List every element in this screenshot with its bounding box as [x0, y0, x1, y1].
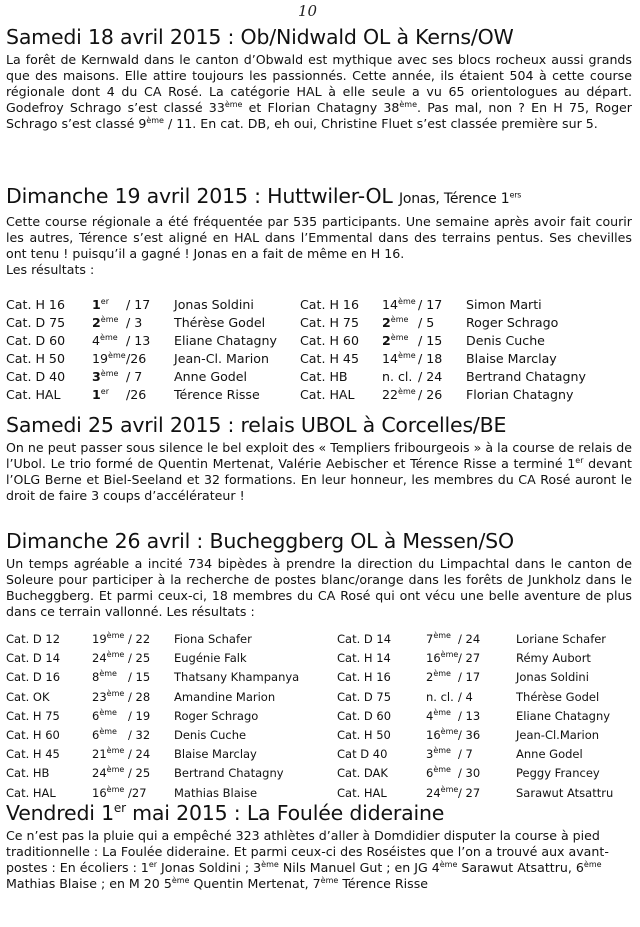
rank-value: 16 [92, 785, 107, 800]
result-category: Cat. H 50 [337, 727, 391, 742]
result-total: / 28 [128, 689, 151, 704]
rank-suffix: ème [440, 784, 459, 794]
title-part: Vendredi 1 [6, 801, 114, 825]
result-category: Cat. H 16 [337, 670, 391, 685]
result-total: / 7 [126, 369, 143, 384]
result-category: Cat. D 60 [6, 333, 66, 348]
rank-suffix: ème [398, 296, 416, 306]
result-category: Cat. HAL [300, 387, 355, 402]
result-rank [92, 350, 126, 368]
result-total: /26 [126, 387, 147, 402]
rank-value: 23 [92, 689, 107, 704]
result-total: / 18 [418, 351, 443, 366]
result-total: / 25 [128, 766, 151, 781]
text-run: On ne peut passer sous silence le bel exploit des « Templiers fribourgeois » à la course de relais de l’Ubol. Le trio formé de Quentin Mertenat, Valérie Aebischer et Térence Risse a terminé 1 [6, 440, 632, 471]
rank-suffix: ème [99, 669, 117, 679]
section-body [6, 214, 632, 262]
superscript: ème [320, 875, 339, 885]
result-category: Cat. D 16 [6, 670, 61, 685]
rank-value: 4 [92, 333, 101, 348]
result-total: / 7 [458, 747, 473, 762]
result-name: Anne Godel [516, 747, 583, 762]
superscript: er [575, 455, 584, 465]
result-row [6, 314, 626, 332]
rank-suffix: ème [99, 707, 117, 717]
result-row [6, 630, 626, 649]
result-rank [92, 745, 124, 764]
result-category: Cat. HB [300, 369, 348, 384]
rank-suffix: ème [106, 746, 125, 756]
text-run: Ce n’est pas la pluie qui a empêché 323 athlètes d’aller à Domdidier disputer la course à pied traditionnelle : La Foulée dideraine. Et parmi ceux-ci des Roséistes que l’on a trouvé aux avant-postes : En écoliers : 1 [6, 828, 609, 875]
rank-value: 4 [426, 708, 434, 723]
result-row [6, 386, 626, 404]
result-category: Cat. HAL [6, 785, 56, 800]
result-category: Cat. H 60 [300, 333, 359, 348]
result-name: Florian Chatagny [466, 387, 574, 402]
result-total: / 3 [126, 315, 143, 330]
results-label: Les résultats : [6, 262, 95, 277]
result-name: Bertrand Chatagny [466, 369, 586, 384]
result-rank [426, 745, 451, 764]
result-row [6, 764, 626, 783]
result-rank [382, 332, 408, 350]
text-run: Quentin Mertenat, 7 [189, 876, 321, 891]
result-name: Jonas Soldini [174, 297, 254, 312]
section-bucheggberg [6, 528, 632, 620]
rank-suffix: ème [106, 688, 125, 698]
result-rank [92, 368, 118, 386]
result-name: Blaise Marclay [174, 747, 257, 762]
text-run: Térence Risse [338, 876, 429, 891]
result-name: Blaise Marclay [466, 351, 557, 366]
result-category: Cat. D 75 [337, 689, 392, 704]
result-name: Roger Schrago [174, 708, 259, 723]
result-row [6, 649, 626, 668]
section-title [6, 800, 632, 826]
rank-value: 24 [92, 766, 107, 781]
rank-suffix: ème [100, 368, 119, 378]
result-rank [92, 630, 124, 649]
text-run: Un temps agréable a incité 734 bipèdes à prendre la direction du Limpachtal dans le canton de Soleure pour participer à la recherche de postes blanc/orange dans les forêts de Junkholz dans le Bucheggberg. Et parmi ceux-ci, 18 membres du CA Rosé qui ont vécu une belle aventure de plus dans ce terrain vallonné. Les résultats : [6, 556, 632, 619]
result-rank [426, 764, 451, 783]
result-row [6, 350, 626, 368]
rank-suffix: ème [108, 350, 126, 360]
rank-suffix: ème [99, 727, 117, 737]
result-total: / 15 [128, 670, 151, 685]
rank-value: 3 [92, 369, 101, 384]
superscript: ème [399, 99, 418, 109]
result-category: Cat. D 14 [6, 651, 61, 666]
rank-suffix: ème [433, 669, 451, 679]
text-run: La forêt de Kernwald dans le canton d’Obwald est mythique avec ses blocs rocheux aussi grands que des maisons. Elle attire toujours les passionnés. Cette année, ils étaient 504 à cette course régionale dont 4 du CA Rosé. La catégorie HAL à elle seule a vu 65 orientologues au départ. Godefroy Schrago s’est classé 33 [6, 52, 632, 115]
result-total: / 17 [458, 670, 481, 685]
result-rank [92, 688, 124, 707]
result-row [6, 668, 626, 687]
superscript: ème [261, 859, 279, 869]
result-name: Amandine Marion [174, 689, 276, 704]
superscript: er [148, 859, 158, 869]
result-category: Cat. H 50 [6, 351, 65, 366]
result-row [6, 296, 626, 314]
rank-value: 14 [382, 297, 399, 312]
section-kerns [6, 24, 632, 132]
result-name: Thérèse Godel [516, 689, 600, 704]
superscript: ème [146, 115, 164, 125]
rank-value: 2 [382, 315, 391, 330]
result-rank [92, 668, 117, 687]
result-name: Loriane Schafer [516, 632, 607, 646]
result-name: Fiona Schafer [174, 632, 252, 646]
result-name: Jean-Cl.Marion [516, 727, 600, 742]
result-total: /27 [128, 785, 147, 800]
result-rank [426, 668, 451, 687]
rank-suffix: ème [106, 631, 125, 641]
result-category: Cat. H 45 [300, 351, 359, 366]
result-rank [92, 726, 117, 745]
result-rank [92, 332, 118, 350]
result-name: Eugénie Falk [174, 651, 247, 666]
superscript: ème [224, 99, 243, 109]
result-category: Cat. H 75 [6, 708, 60, 723]
result-name: Thérèse Godel [174, 315, 266, 330]
result-rank [382, 296, 416, 314]
result-category: Cat. OK [6, 689, 50, 704]
result-category: Cat. D 75 [6, 315, 66, 330]
rank-suffix: ème [398, 350, 416, 360]
result-rank [92, 296, 109, 314]
rank-suffix: ème [100, 314, 119, 324]
section-title-text: Dimanche 19 avril 2015 : Huttwiler-OL [6, 184, 393, 208]
result-name: Anne Godel [174, 369, 248, 384]
superscript: ème [583, 859, 602, 869]
text-run: Nils Manuel Gut ; en JG 4 [278, 860, 440, 875]
text-run: et Florian Chatagny 38 [242, 100, 400, 115]
title-note [399, 191, 521, 207]
result-category: Cat. HAL [6, 387, 61, 402]
result-rank [92, 707, 117, 726]
rank-value: 24 [426, 785, 441, 800]
page-number: 10 [298, 2, 318, 20]
rank-value: 1 [92, 387, 101, 402]
rank-suffix: ème [440, 727, 459, 737]
result-total: / 24 [128, 747, 151, 762]
result-total: / 19 [128, 708, 151, 723]
result-category: Cat. H 75 [300, 315, 359, 330]
rank-suffix: ème [106, 765, 125, 775]
result-name: Thatsany Khampanya [174, 670, 300, 685]
result-row [6, 707, 626, 726]
rank-value: 19 [92, 632, 107, 646]
section-title: Samedi 18 avril 2015 : Ob/Nidwald OL à Kerns/OW [6, 25, 514, 49]
result-rank [382, 386, 416, 404]
result-name: Denis Cuche [466, 333, 545, 348]
text-run: Sarawut Atsattru, 6 [457, 860, 584, 875]
result-total: / 26 [418, 387, 443, 402]
text-run: devant l’OLG Berne et Biel-Seeland et 32 formations. En leur honneur, les membres du CA Rosé auront le droit de faire 3 coups d’accélérateur ! [6, 456, 632, 503]
rank-value: 16 [426, 651, 441, 666]
rank-suffix: er [100, 296, 109, 306]
result-name: Roger Schrago [466, 315, 559, 330]
rank-value: 6 [426, 766, 434, 781]
rank-value: 2 [426, 670, 434, 685]
result-name: Jean-Cl. Marion [174, 351, 269, 366]
result-category: Cat. H 60 [6, 727, 60, 742]
result-total: / 32 [128, 727, 151, 742]
result-rank [426, 707, 451, 726]
result-total: / 36 [458, 727, 481, 742]
rank-value: 2 [382, 333, 391, 348]
result-rank [426, 630, 451, 649]
text-run: Jonas Soldini ; 3 [157, 860, 262, 875]
rank-suffix: ème [440, 650, 459, 660]
section-body [6, 440, 632, 504]
result-category: Cat. H 16 [300, 297, 359, 312]
rank-value: 24 [92, 651, 107, 666]
section-body [6, 52, 632, 132]
result-total: / 4 [458, 689, 473, 704]
rank-value: 3 [426, 747, 434, 762]
rank-value: 16 [426, 727, 441, 742]
superscript: ème [171, 875, 190, 885]
result-name: Simon Marti [466, 297, 542, 312]
rank-suffix: er [100, 386, 109, 396]
result-name: Bertrand Chatagny [174, 766, 284, 781]
section-huttwiler [6, 183, 632, 278]
section-title [6, 183, 632, 212]
result-category: Cat. H 14 [337, 651, 391, 666]
title-note-text: Jonas, Térence 1 [398, 191, 510, 207]
result-name: Rémy Aubort [516, 651, 591, 666]
result-total: / 22 [128, 632, 151, 646]
rank-suffix: ème [390, 314, 409, 324]
title-note-sup: ers [509, 190, 522, 200]
result-name: Mathias Blaise [174, 785, 258, 800]
text-run: Mathias Blaise ; en M 20 5 [6, 876, 172, 891]
result-total: / 17 [126, 297, 151, 312]
result-total: / 15 [418, 333, 443, 348]
rank-value: 6 [92, 727, 100, 742]
rank-suffix: ème [398, 386, 416, 396]
superscript: ème [439, 859, 458, 869]
result-row [6, 745, 626, 764]
result-rank [426, 649, 458, 668]
result-rank [382, 314, 408, 332]
results-table-huttwiler [6, 296, 626, 404]
rank-value: 1 [92, 297, 101, 312]
result-total: / 13 [126, 333, 151, 348]
result-category: Cat. H 16 [6, 297, 65, 312]
result-rank [382, 368, 412, 386]
result-rank [426, 688, 454, 707]
section-body [6, 828, 632, 892]
result-rank [382, 350, 416, 368]
rank-value: 7 [426, 632, 434, 646]
result-name: Eliane Chatagny [174, 333, 277, 348]
section-body [6, 556, 632, 620]
result-rank [92, 314, 118, 332]
result-rank [426, 726, 458, 745]
result-category: Cat. D 40 [6, 369, 66, 384]
result-name: Sarawut Atsattru [516, 785, 614, 800]
text-run: / 11. En cat. DB, eh oui, Christine Fluet s’est classée première sur 5. [163, 116, 598, 131]
text-run: . Pas mal, non ? En H 75, Roger Schrago s’est classé 9 [6, 100, 632, 131]
result-total: / 27 [458, 785, 481, 800]
rank-suffix: ème [433, 631, 451, 641]
result-row [6, 368, 626, 386]
result-total: / 24 [418, 369, 443, 384]
rank-suffix: ème [390, 332, 409, 342]
rank-value: 2 [92, 315, 101, 330]
result-rank [92, 764, 124, 783]
rank-value: n. cl. [382, 369, 413, 384]
result-category: Cat. D 14 [337, 632, 392, 646]
rank-value: 22 [382, 387, 399, 402]
result-name: Jonas Soldini [516, 670, 589, 685]
result-name: Denis Cuche [174, 727, 247, 742]
rank-suffix: ème [106, 650, 125, 660]
rank-value: 19 [92, 351, 109, 366]
title-sup: er [113, 801, 126, 816]
result-row [6, 332, 626, 350]
result-total: / 5 [418, 315, 435, 330]
result-total: / 27 [458, 651, 481, 666]
result-name: Eliane Chatagny [516, 708, 611, 723]
result-total: / 25 [128, 651, 151, 666]
rank-value: 21 [92, 747, 107, 762]
result-total: /26 [126, 351, 147, 366]
rank-value: n. cl. [426, 689, 454, 704]
rank-suffix: ème [106, 784, 125, 794]
result-row [6, 726, 626, 745]
rank-value: 14 [382, 351, 399, 366]
rank-suffix: ème [433, 746, 451, 756]
rank-value: 8 [92, 670, 100, 685]
result-rank [92, 386, 109, 404]
title-part: mai 2015 : La Foulée dideraine [125, 801, 445, 825]
text-run: Cette course régionale a été fréquentée par 535 participants. Une semaine après avoir fait courir les autres, Térence s’est aligné en HAL dans l’Emmental dans des terrains pentus. Ses chevilles ont tenu ! puisqu’il a gagné ! Jonas en a fait de même en H 16. [6, 214, 632, 261]
result-row [6, 688, 626, 707]
result-rank [92, 649, 124, 668]
result-category: Cat D 40 [337, 747, 388, 762]
result-total: / 30 [458, 766, 481, 781]
section-ubol [6, 412, 632, 504]
rank-suffix: ème [433, 765, 451, 775]
section-title: Samedi 25 avril 2015 : relais UBOL à Corcelles/BE [6, 413, 507, 437]
results-table-bucheggberg [6, 630, 626, 803]
result-category: Cat. DAK [337, 766, 388, 781]
result-category: Cat. H 45 [6, 747, 60, 762]
section-title: Dimanche 26 avril : Bucheggberg OL à Messen/SO [6, 529, 514, 553]
rank-suffix: ème [433, 707, 451, 717]
result-total: / 24 [458, 632, 481, 646]
result-total: / 13 [458, 708, 481, 723]
result-name: Térence Risse [174, 387, 260, 402]
rank-value: 6 [92, 708, 100, 723]
result-category: Cat. HAL [337, 785, 387, 800]
section-foulee [6, 800, 632, 892]
result-category: Cat. HB [6, 766, 50, 781]
rank-suffix: ème [100, 332, 118, 342]
result-category: Cat. D 12 [6, 632, 61, 646]
result-category: Cat. D 60 [337, 708, 392, 723]
result-name: Peggy Francey [516, 766, 600, 781]
result-total: / 17 [418, 297, 443, 312]
